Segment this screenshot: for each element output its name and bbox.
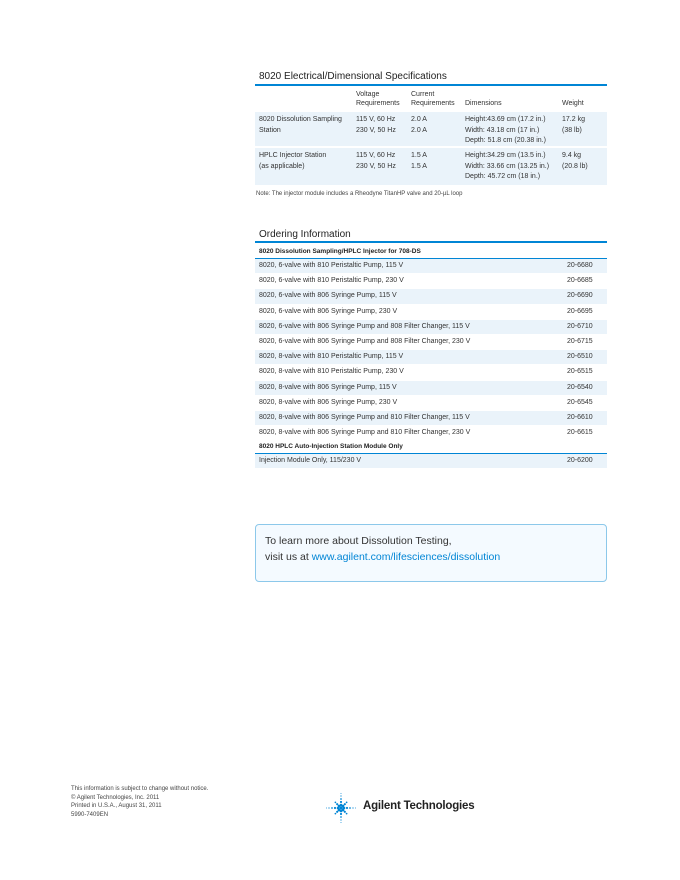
specs-row-sampling-station: [255, 112, 607, 146]
ordering-title-rule: [255, 241, 607, 243]
current-header: Current Requirements: [411, 91, 455, 107]
row-voltage: 115 V, 60 Hz 230 V, 50 Hz: [356, 152, 396, 170]
order-row: [255, 274, 607, 289]
learn-more-line1: To learn more about Dissolution Testing,: [265, 535, 452, 547]
order-description: 8020, 6-valve with 806 Syringe Pump, 115 V: [259, 292, 397, 300]
row-weight: 9.4 kg (20.8 lb): [562, 152, 588, 170]
order-part-number: 20-6545: [567, 398, 593, 406]
order-part-number: 20-6710: [567, 322, 593, 330]
learn-more-line2: [265, 551, 500, 563]
row-voltage: 115 V, 60 Hz 230 V, 50 Hz: [356, 116, 396, 134]
specs-title-rule: [255, 84, 607, 86]
order-description: 8020, 8-valve with 810 Peristaltic Pump, 230 V: [259, 368, 404, 376]
dissolution-link[interactable]: www.agilent.com/lifesciences/dissolution: [311, 551, 501, 563]
row-name: 8020 Dissolution Sampling Station: [259, 116, 342, 134]
footer-line: © Agilent Technologies, Inc. 2011: [71, 794, 160, 801]
order-row: [255, 411, 607, 426]
order-part-number: 20-6615: [567, 429, 593, 437]
order-part-number: 20-6685: [567, 277, 593, 285]
ordering-group-header: 8020 Dissolution Sampling/HPLC Injector for 708-DS: [255, 246, 607, 259]
ordering-group-items: [255, 454, 607, 469]
specs-note: Note: The injector module includes a Rheodyne TitanHP valve and 20-µL loop: [256, 191, 463, 197]
order-description: Injection Module Only, 115/230 V: [259, 457, 362, 465]
row-dimensions: Height:34.29 cm (13.5 in.) Width: 33.66 cm (13.25 in.) Depth: 45.72 cm (18 in.): [465, 152, 550, 180]
brand-name: Agilent Technologies: [363, 800, 475, 812]
specs-header-row: [255, 88, 607, 110]
order-description: 8020, 6-valve with 806 Syringe Pump and 808 Filter Changer, 230 V: [259, 337, 471, 345]
specs-title: 8020 Electrical/Dimensional Specifications: [259, 71, 447, 82]
order-part-number: 20-6695: [567, 307, 593, 315]
order-row: [255, 365, 607, 380]
footer-legal: [71, 785, 208, 819]
order-part-number: 20-6540: [567, 383, 593, 391]
weight-header: Weight: [562, 100, 584, 107]
order-description: 8020, 8-valve with 806 Syringe Pump and 810 Filter Changer, 230 V: [259, 429, 471, 437]
order-row: [255, 320, 607, 335]
order-description: 8020, 6-valve with 806 Syringe Pump, 230 V: [259, 307, 398, 315]
order-row: [255, 259, 607, 274]
ordering-group-items: [255, 259, 607, 441]
order-part-number: 20-6715: [567, 337, 593, 345]
order-part-number: 20-6680: [567, 262, 593, 269]
order-description: 8020, 8-valve with 806 Syringe Pump and 810 Filter Changer, 115 V: [259, 413, 470, 421]
ordering-title: Ordering Information: [259, 229, 351, 240]
voltage-header: Voltage Requirements: [356, 91, 400, 107]
order-description: 8020, 8-valve with 810 Peristaltic Pump, 115 V: [259, 353, 404, 361]
agilent-spark-logo-icon: [325, 793, 357, 823]
row-weight: 17.2 kg (38 lb): [562, 116, 585, 134]
order-part-number: 20-6510: [567, 353, 593, 361]
footer-line: Printed in U.S.A., August 31, 2011: [71, 803, 162, 809]
order-description: 8020, 6-valve with 810 Peristaltic Pump, 115 V: [259, 262, 404, 269]
order-row: [255, 305, 607, 320]
order-description: 8020, 6-valve with 810 Peristaltic Pump, 230 V: [259, 277, 404, 285]
dimensions-header: Dimensions: [465, 100, 502, 107]
order-part-number: 20-6200: [567, 457, 593, 465]
order-row: [255, 289, 607, 304]
specs-row-injector-station: [255, 148, 607, 185]
footer-line: This information is subject to change without notice.: [71, 786, 209, 792]
order-row: [255, 396, 607, 411]
ordering-group-header: 8020 HPLC Auto-Injection Station Module Only: [255, 441, 607, 454]
order-row: [255, 350, 607, 365]
footer-line: 5990-7409EN: [71, 811, 109, 818]
specs-table: [255, 88, 607, 185]
order-row: [255, 335, 607, 350]
order-row: [255, 454, 607, 469]
order-description: 8020, 8-valve with 806 Syringe Pump, 115 V: [259, 383, 397, 391]
learn-more-box: [255, 524, 607, 582]
learn-more-prefix: visit us at: [265, 551, 312, 563]
order-description: 8020, 6-valve with 806 Syringe Pump and 808 Filter Changer, 115 V: [259, 322, 470, 330]
order-part-number: 20-6515: [567, 368, 593, 376]
order-row: [255, 426, 607, 441]
order-part-number: 20-6690: [567, 292, 593, 300]
row-name: HPLC Injector Station (as applicable): [259, 152, 327, 170]
ordering-table: [255, 246, 607, 469]
row-dimensions: Height:43.69 cm (17.2 in.) Width: 43.18 cm (17 in.) Depth: 51.8 cm (20.38 in.): [465, 116, 546, 144]
order-part-number: 20-6610: [567, 413, 593, 421]
row-current: 1.5 A 1.5 A: [411, 152, 427, 170]
order-description: 8020, 8-valve with 806 Syringe Pump, 230 V: [259, 398, 398, 406]
row-current: 2.0 A 2.0 A: [411, 116, 427, 134]
order-row: [255, 381, 607, 396]
